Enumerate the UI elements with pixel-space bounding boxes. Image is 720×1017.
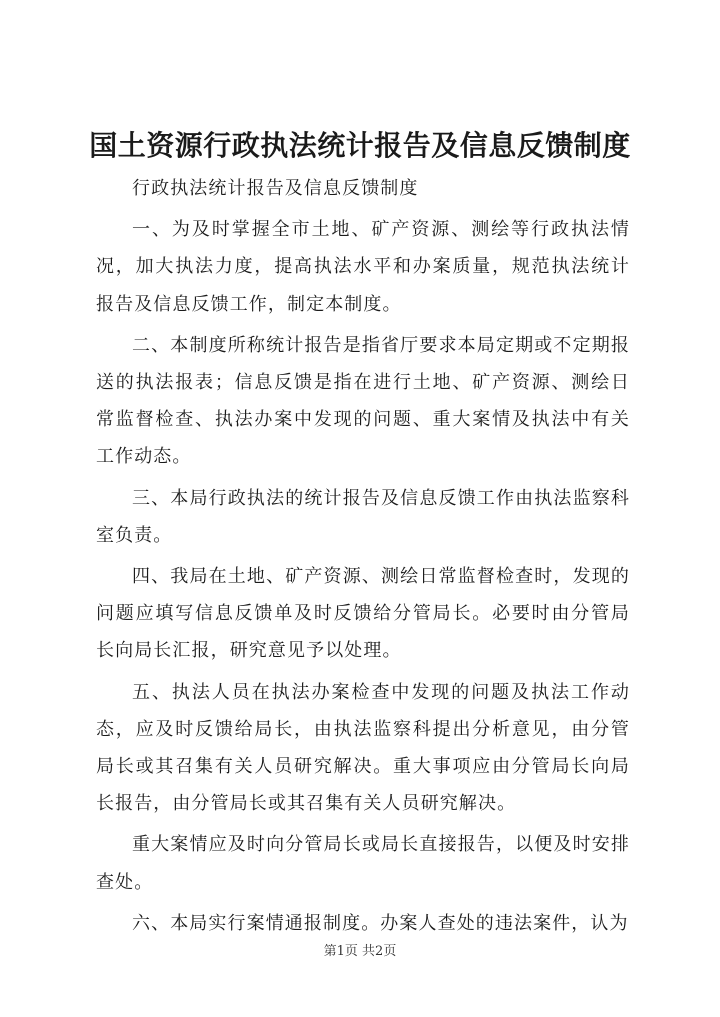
- paragraph-3: 三、本局行政执法的统计报告及信息反馈工作由执法监察科室负责。: [96, 487, 630, 546]
- paragraph-6: 六、本局实行案情通报制度。办案人查处的违法案件，认为: [132, 912, 629, 934]
- paragraph-1: 一、为及时掌握全市土地、矿产资源、测绘等行政执法情况，加大执法力度，提高执法水平和办案质量，规范执法统计报告及信息反馈工作，制定本制度。: [96, 219, 630, 315]
- page-number-footer: 第1页 共2页: [323, 944, 397, 959]
- paragraph-subtitle: 行政执法统计报告及信息反馈制度: [132, 178, 419, 199]
- paragraph-4: 四、我局在土地、矿产资源、测绘日常监督检查时，发现的问题应填写信息反馈单及时反馈给分管局长。必要时由分管局长向局长汇报，研究意见予以处理。: [96, 566, 630, 662]
- document-body: [96, 170, 630, 946]
- paragraph-5: 五、执法人员在执法办案检查中发现的问题及执法工作动态，应及时反馈给局长，由执法监察科提出分析意见，由分管局长或其召集有关人员研究解决。重大事项应由分管局长向局长报告，由分管局长或其召集有关人员研究解决。: [96, 681, 630, 815]
- document-title: 国土资源行政执法统计报告及信息反馈制度: [89, 129, 631, 162]
- paragraph-5-note: 重大案情应及时向分管局长或局长直接报告，以便及时安排查处。: [96, 834, 630, 893]
- paragraph-2: 二、本制度所称统计报告是指省厅要求本局定期或不定期报送的执法报表；信息反馈是指在进行土地、矿产资源、测绘日常监督检查、执法办案中发现的问题、重大案情及执法中有关工作动态。: [96, 334, 630, 468]
